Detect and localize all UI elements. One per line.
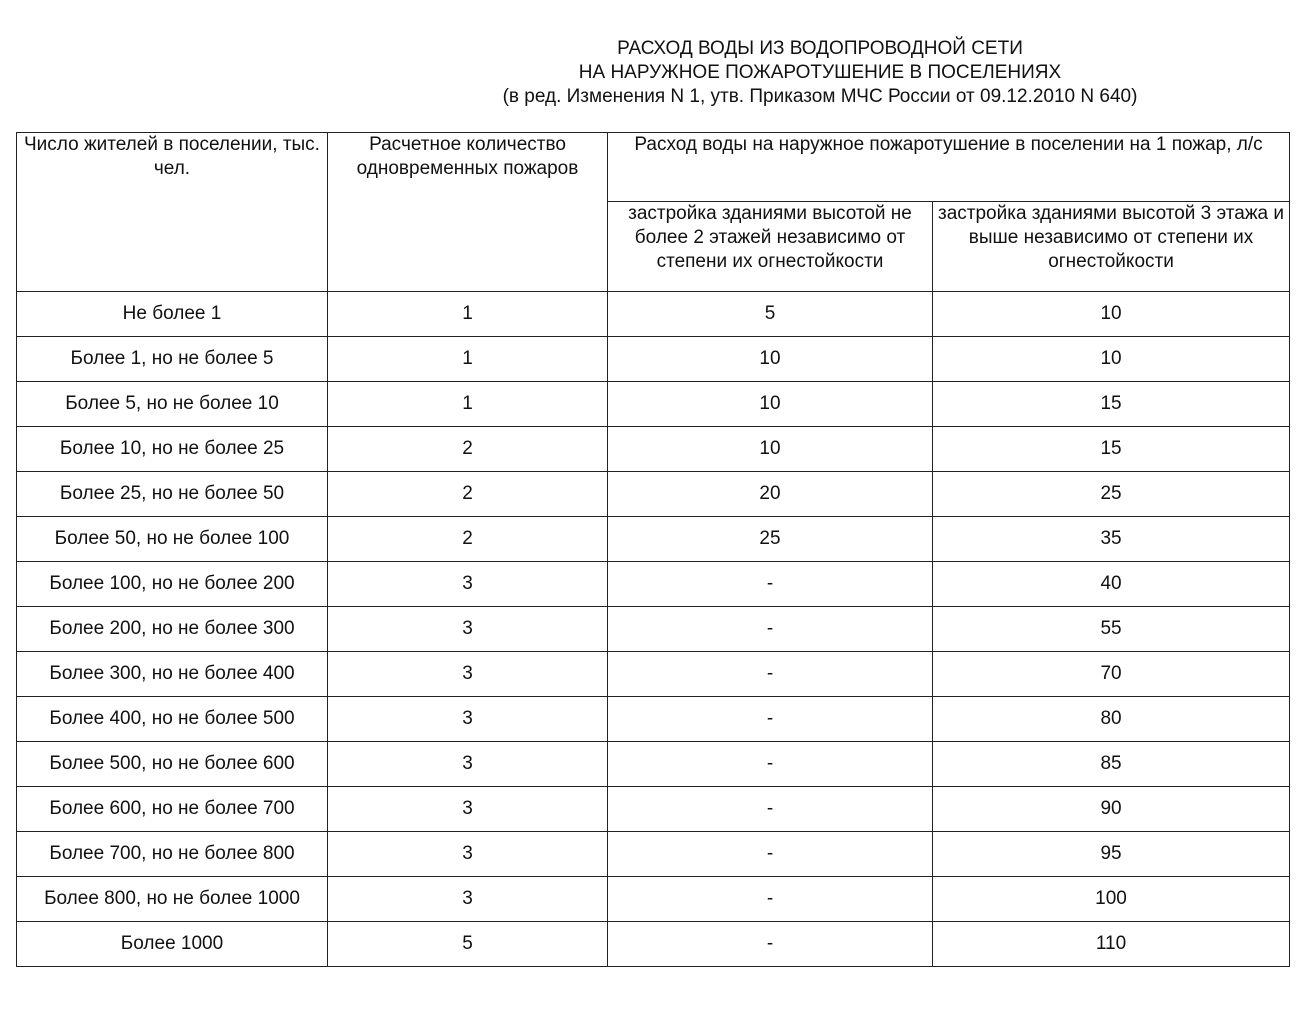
cell-low-rise: 10 — [608, 337, 933, 382]
table-row — [17, 337, 1290, 382]
cell-fires: 2 — [328, 427, 608, 472]
table-row — [17, 877, 1290, 922]
table-row — [17, 607, 1290, 652]
cell-residents: Более 1, но не более 5 — [17, 337, 328, 382]
table-row — [17, 652, 1290, 697]
document-title — [370, 37, 1270, 109]
cell-low-rise: - — [608, 607, 933, 652]
cell-low-rise: 20 — [608, 472, 933, 517]
water-consumption-table — [16, 132, 1290, 967]
table-row — [17, 292, 1290, 337]
cell-fires: 3 — [328, 787, 608, 832]
cell-low-rise: 10 — [608, 427, 933, 472]
cell-fires: 3 — [328, 607, 608, 652]
cell-residents: Более 200, но не более 300 — [17, 607, 328, 652]
cell-residents: Более 50, но не более 100 — [17, 517, 328, 562]
cell-high-rise: 35 — [933, 517, 1290, 562]
cell-residents: Более 400, но не более 500 — [17, 697, 328, 742]
cell-high-rise: 15 — [933, 382, 1290, 427]
cell-high-rise: 10 — [933, 292, 1290, 337]
cell-residents: Более 800, но не более 1000 — [17, 877, 328, 922]
cell-fires: 3 — [328, 832, 608, 877]
cell-fires: 3 — [328, 652, 608, 697]
cell-residents: Более 1000 — [17, 922, 328, 967]
cell-high-rise: 70 — [933, 652, 1290, 697]
cell-residents: Более 600, но не более 700 — [17, 787, 328, 832]
table-row — [17, 697, 1290, 742]
cell-high-rise: 25 — [933, 472, 1290, 517]
cell-low-rise: - — [608, 787, 933, 832]
header-residents: Число жителей в поселении, тыс. чел. — [17, 133, 328, 292]
table-row — [17, 472, 1290, 517]
header-fires: Расчетное количество одновременных пожаров — [328, 133, 608, 292]
table-body — [17, 292, 1290, 967]
cell-residents: Более 25, но не более 50 — [17, 472, 328, 517]
table-row — [17, 922, 1290, 967]
cell-high-rise: 100 — [933, 877, 1290, 922]
cell-low-rise: - — [608, 742, 933, 787]
cell-fires: 3 — [328, 877, 608, 922]
cell-high-rise: 55 — [933, 607, 1290, 652]
cell-residents: Более 10, но не более 25 — [17, 427, 328, 472]
cell-residents: Более 100, но не более 200 — [17, 562, 328, 607]
table-row — [17, 427, 1290, 472]
table-row — [17, 382, 1290, 427]
title-line-2: НА НАРУЖНОЕ ПОЖАРОТУШЕНИЕ В ПОСЕЛЕНИЯХ — [578, 62, 1062, 83]
table-row — [17, 517, 1290, 562]
cell-high-rise: 80 — [933, 697, 1290, 742]
cell-low-rise: 25 — [608, 517, 933, 562]
cell-fires: 3 — [328, 742, 608, 787]
cell-fires: 3 — [328, 697, 608, 742]
cell-residents: Более 5, но не более 10 — [17, 382, 328, 427]
cell-high-rise: 85 — [933, 742, 1290, 787]
cell-high-rise: 40 — [933, 562, 1290, 607]
cell-fires: 1 — [328, 382, 608, 427]
cell-residents: Не более 1 — [17, 292, 328, 337]
table-row — [17, 562, 1290, 607]
cell-low-rise: - — [608, 832, 933, 877]
cell-fires: 2 — [328, 517, 608, 562]
table-row — [17, 787, 1290, 832]
table-row — [17, 832, 1290, 877]
cell-residents: Более 700, но не более 800 — [17, 832, 328, 877]
cell-high-rise: 110 — [933, 922, 1290, 967]
title-line-3: (в ред. Изменения N 1, утв. Приказом МЧС России от 09.12.2010 N 640) — [502, 86, 1138, 107]
cell-low-rise: 10 — [608, 382, 933, 427]
cell-fires: 5 — [328, 922, 608, 967]
cell-high-rise: 15 — [933, 427, 1290, 472]
header-low-rise: застройка зданиями высотой не более 2 этажей независимо от степени их огнестойкости — [608, 202, 933, 292]
header-high-rise: застройка зданиями высотой 3 этажа и выше независимо от степени их огнестойкости — [933, 202, 1290, 292]
cell-residents: Более 500, но не более 600 — [17, 742, 328, 787]
cell-low-rise: - — [608, 877, 933, 922]
cell-low-rise: - — [608, 922, 933, 967]
cell-high-rise: 10 — [933, 337, 1290, 382]
cell-fires: 2 — [328, 472, 608, 517]
title-line-1: РАСХОД ВОДЫ ИЗ ВОДОПРОВОДНОЙ СЕТИ — [617, 38, 1023, 59]
cell-low-rise: 5 — [608, 292, 933, 337]
cell-fires: 3 — [328, 562, 608, 607]
table-row — [17, 742, 1290, 787]
header-consumption: Расход воды на наружное пожаротушение в поселении на 1 пожар, л/с — [608, 133, 1290, 202]
cell-residents: Более 300, но не более 400 — [17, 652, 328, 697]
cell-low-rise: - — [608, 697, 933, 742]
cell-fires: 1 — [328, 292, 608, 337]
cell-fires: 1 — [328, 337, 608, 382]
cell-low-rise: - — [608, 562, 933, 607]
cell-high-rise: 95 — [933, 832, 1290, 877]
cell-high-rise: 90 — [933, 787, 1290, 832]
cell-low-rise: - — [608, 652, 933, 697]
